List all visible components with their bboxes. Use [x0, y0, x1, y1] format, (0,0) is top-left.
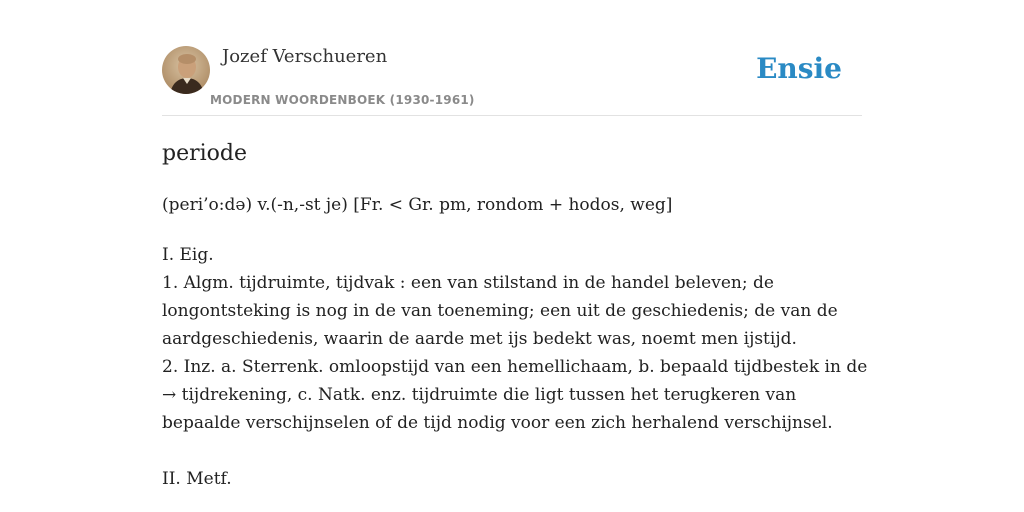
entry-header [162, 40, 862, 116]
definition-line: longontsteking is nog in de van toeneming; een uit de geschiedenis; de van de [162, 301, 838, 321]
definition-spacer [162, 437, 862, 465]
author-portrait [162, 46, 210, 94]
etymology: (peri’o:də) v.(-n,-st je) [Fr. < Gr. pm, rondom + hodos, weg] [162, 195, 673, 215]
entry-card [162, 40, 868, 489]
author-name[interactable]: Jozef Verschueren [222, 46, 388, 67]
definition-line: → tijdrekening, c. Natk. enz. tijdruimte die ligt tussen het terugkeren van [162, 385, 797, 405]
source-label[interactable]: MODERN WOORDENBOEK (1930-1961) [210, 93, 475, 107]
definition-body [162, 241, 868, 493]
definition-line: II. Metf. [162, 469, 232, 489]
headword: periode [162, 141, 248, 166]
definition-line: 1. Algm. tijdruimte, tijdvak : een van stilstand in de handel beleven; de [162, 273, 774, 293]
definition-line: bepaalde verschijnselen of de tijd nodig voor een zich herhalend verschijnsel. [162, 413, 833, 433]
definition-line: aardgeschiedenis, waarin de aarde met ijs bedekt was, noemt men ijstijd. [162, 329, 797, 349]
ensie-logo[interactable]: Ensie [756, 52, 842, 85]
definition-line: I. Eig. [162, 245, 214, 265]
definition-line: 2. Inz. a. Sterrenk. omloopstijd van een hemellichaam, b. bepaald tijdbestek in de [162, 357, 868, 377]
author-avatar[interactable] [162, 46, 210, 94]
